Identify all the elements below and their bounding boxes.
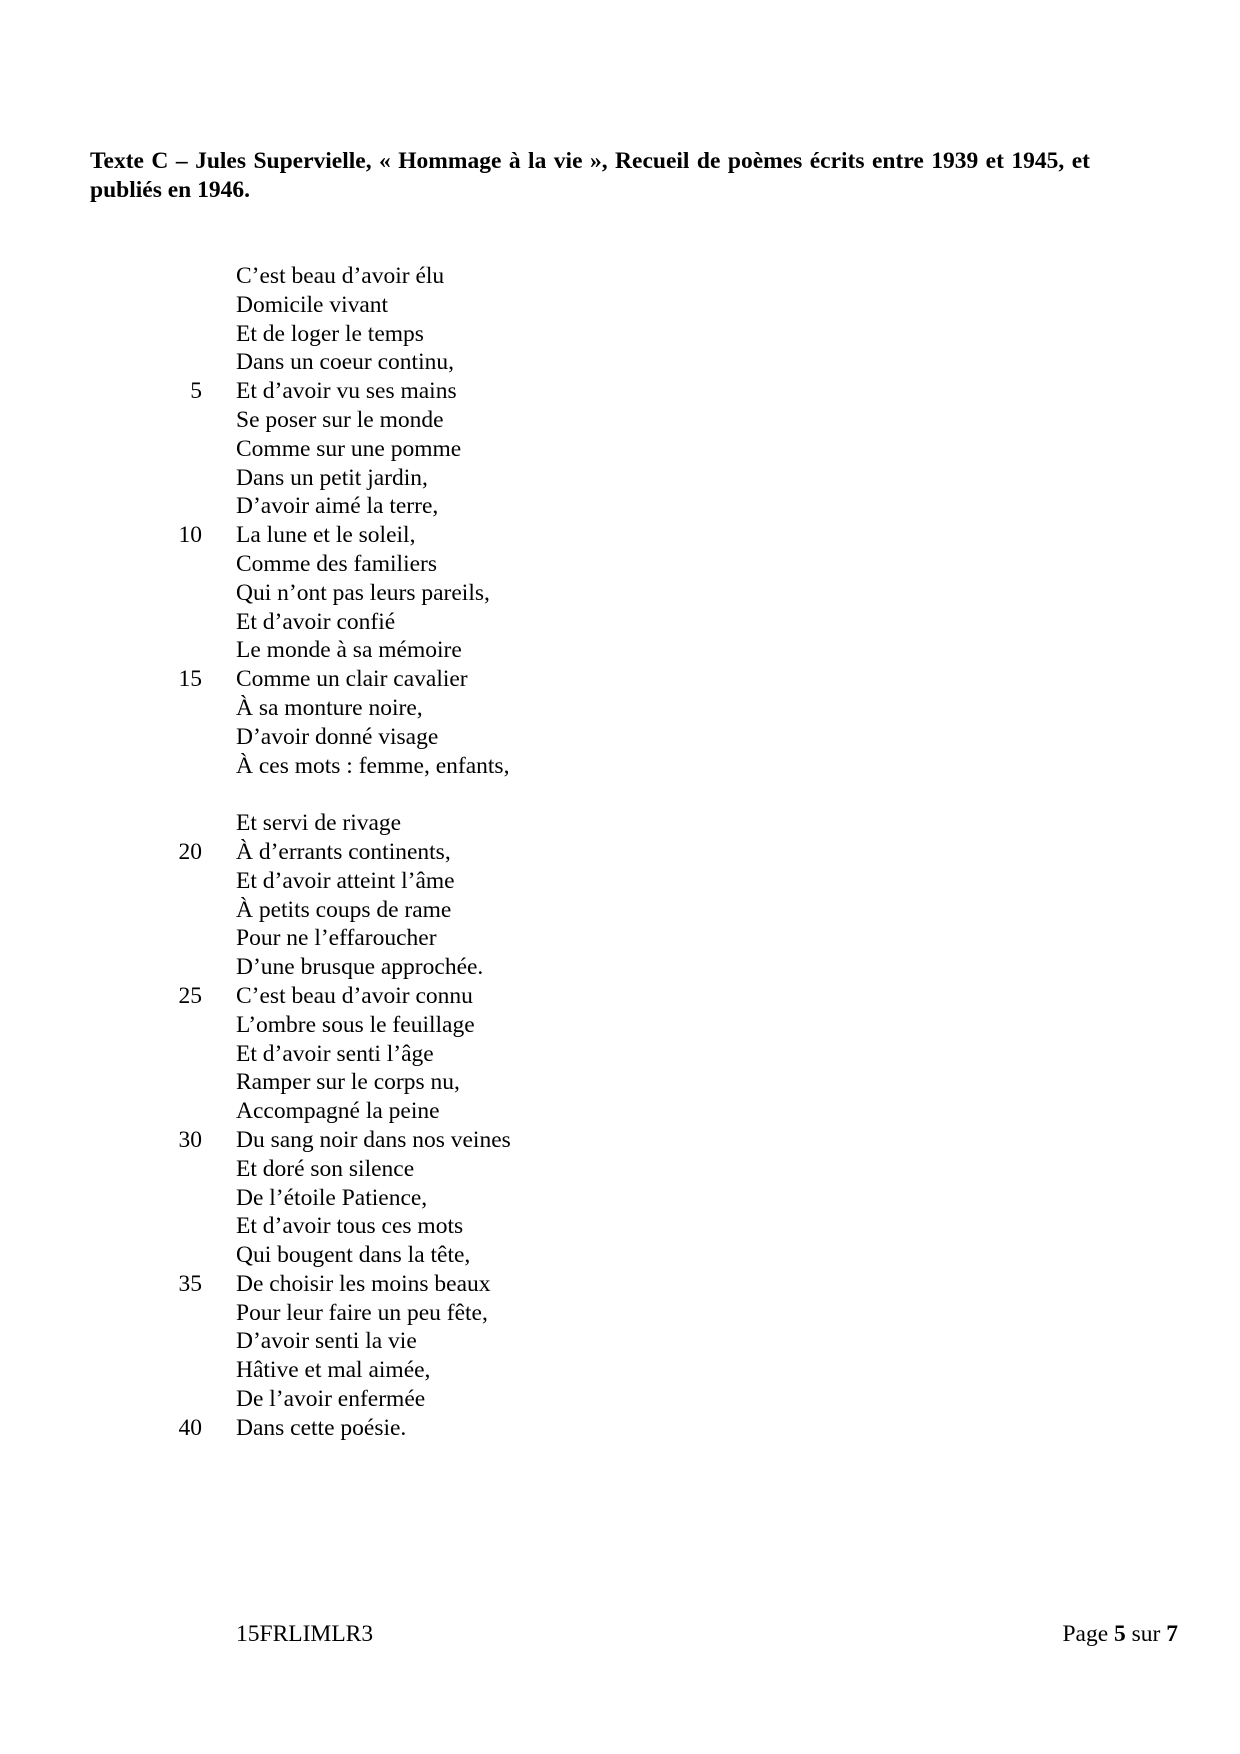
verse-line <box>0 291 700 320</box>
verse-line <box>0 1126 700 1155</box>
verse-text: Se poser sur le monde <box>236 406 444 433</box>
verse-line <box>0 579 700 608</box>
verse-text: Le monde à sa mémoire <box>236 637 462 664</box>
verse-text: Dans cette poésie. <box>236 1414 407 1441</box>
verse-line <box>0 1184 700 1213</box>
line-number: 25 <box>178 982 202 1009</box>
verse-text: Et d’avoir vu ses mains <box>236 378 457 405</box>
verse-text: Et servi de rivage <box>236 810 402 837</box>
stanza-2 <box>0 809 700 1443</box>
verse-line <box>0 982 700 1011</box>
verse-text: Qui n’ont pas leurs pareils, <box>236 579 490 606</box>
verse-text: Ramper sur le corps nu, <box>236 1069 460 1096</box>
page-label: Page <box>1062 1621 1109 1647</box>
verse-text: D’avoir aimé la terre, <box>236 493 439 520</box>
page-total: 7 <box>1166 1621 1178 1647</box>
verse-text: À sa monture noire, <box>236 694 423 721</box>
verse-text: Et d’avoir confié <box>236 608 396 635</box>
line-number: 5 <box>190 378 202 405</box>
verse-line <box>0 953 700 982</box>
verse-line <box>0 1385 700 1414</box>
poem <box>0 262 700 1443</box>
verse-line <box>0 723 700 752</box>
verse-line <box>0 1212 700 1241</box>
page-separator: sur <box>1131 1621 1161 1647</box>
verse-text: Et d’avoir tous ces mots <box>236 1213 464 1240</box>
verse-line <box>0 550 700 579</box>
verse-text: Accompagné la peine <box>236 1098 440 1125</box>
verse-line <box>0 377 700 406</box>
verse-text: D’avoir senti la vie <box>236 1328 417 1355</box>
verse-line <box>0 694 700 723</box>
verse-text: Comme des familiers <box>236 550 438 577</box>
verse-line <box>0 636 700 665</box>
page-current: 5 <box>1114 1621 1126 1647</box>
verse-text: C’est beau d’avoir connu <box>236 982 473 1009</box>
verse-text: De l’avoir enfermée <box>236 1386 426 1413</box>
verse-line <box>0 1327 700 1356</box>
verse-line <box>0 752 700 781</box>
verse-line <box>0 838 700 867</box>
verse-text: Et d’avoir atteint l’âme <box>236 867 455 894</box>
verse-line <box>0 1270 700 1299</box>
line-number: 40 <box>178 1414 202 1441</box>
page-indicator <box>1062 1620 1178 1648</box>
verse-text: Pour ne l’effaroucher <box>236 925 437 952</box>
verse-line <box>0 1414 700 1443</box>
verse-text: Qui bougent dans la tête, <box>236 1242 471 1269</box>
verse-text: L’ombre sous le feuillage <box>236 1011 475 1038</box>
verse-line <box>0 809 700 838</box>
verse-text: Domicile vivant <box>236 291 389 318</box>
verse-line <box>0 1097 700 1126</box>
verse-text: À petits coups de rame <box>236 896 452 923</box>
verse-text: Du sang noir dans nos veines <box>236 1126 511 1153</box>
verse-line <box>0 1011 700 1040</box>
verse-line <box>0 896 700 925</box>
verse-line <box>0 464 700 493</box>
verse-line <box>0 1155 700 1184</box>
verse-text: Et d’avoir senti l’âge <box>236 1040 434 1067</box>
verse-line <box>0 867 700 896</box>
verse-text: Dans un petit jardin, <box>236 464 428 491</box>
line-number: 35 <box>178 1270 202 1297</box>
verse-text: À d’errants continents, <box>236 838 451 865</box>
verse-text: Hâtive et mal aimée, <box>236 1357 431 1384</box>
verse-line <box>0 1241 700 1270</box>
verse-text: De l’étoile Patience, <box>236 1184 428 1211</box>
stanza-1 <box>0 262 700 780</box>
verse-text: Comme sur une pomme <box>236 435 462 462</box>
line-number: 20 <box>178 838 202 865</box>
verse-text: Dans un coeur continu, <box>236 349 454 376</box>
text-heading: Texte C – Jules Supervielle, « Hommage à la vie », Recueil de poèmes écrits entre 1939 et 1945, et publiés en 1946. <box>90 148 1090 203</box>
line-number: 30 <box>178 1126 202 1153</box>
line-number: 10 <box>178 522 202 549</box>
verse-text: Pour leur faire un peu fête, <box>236 1299 488 1326</box>
verse-text: Et doré son silence <box>236 1155 415 1182</box>
verse-line <box>0 1068 700 1097</box>
verse-text: De choisir les moins beaux <box>236 1270 491 1297</box>
verse-text: Comme un clair cavalier <box>236 666 468 693</box>
verse-text: La lune et le soleil, <box>236 522 416 549</box>
verse-line <box>0 406 700 435</box>
verse-line <box>0 320 700 349</box>
verse-line <box>0 1356 700 1385</box>
verse-line <box>0 262 700 291</box>
verse-text: C’est beau d’avoir élu <box>236 263 445 289</box>
verse-text: D’une brusque approchée. <box>236 954 484 981</box>
verse-line <box>0 492 700 521</box>
verse-line <box>0 924 700 953</box>
verse-line <box>0 435 700 464</box>
verse-text: À ces mots : femme, enfants, <box>236 752 510 779</box>
verse-line <box>0 348 700 377</box>
verse-line <box>0 1040 700 1069</box>
verse-text: Et de loger le temps <box>236 320 424 347</box>
line-number: 15 <box>178 666 202 693</box>
verse-line <box>0 521 700 550</box>
document-code: 15FRLIMLR3 <box>236 1621 374 1647</box>
verse-line <box>0 665 700 694</box>
verse-line <box>0 608 700 637</box>
verse-line <box>0 1299 700 1328</box>
verse-text: D’avoir donné visage <box>236 723 439 750</box>
